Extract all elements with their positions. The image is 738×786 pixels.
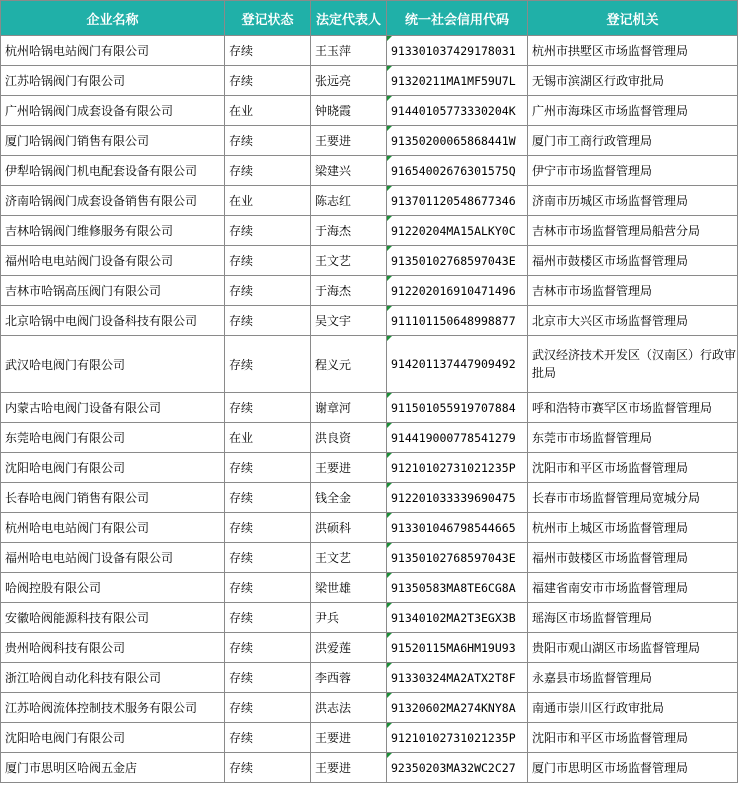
table-row[interactable] — [1, 633, 738, 663]
cell-status[interactable]: 存续 — [225, 723, 311, 753]
cell-status[interactable]: 在业 — [225, 186, 311, 216]
table-row[interactable] — [1, 573, 738, 603]
header-credit-code[interactable]: 统一社会信用代码 — [387, 1, 528, 36]
cell-credit-code[interactable]: 91654002676301575Q — [387, 156, 528, 186]
cell-authority[interactable]: 广州市海珠区市场监督管理局 — [528, 96, 738, 126]
cell-authority[interactable]: 南通市崇川区行政审批局 — [528, 693, 738, 723]
cell-authority[interactable]: 伊宁市市场监督管理局 — [528, 156, 738, 186]
cell-status[interactable]: 存续 — [225, 156, 311, 186]
cell-status[interactable]: 存续 — [225, 276, 311, 306]
cell-company-name[interactable]: 吉林市哈锅高压阀门有限公司 — [1, 276, 225, 306]
cell-company-name[interactable]: 江苏哈锅阀门有限公司 — [1, 66, 225, 96]
cell-status[interactable]: 存续 — [225, 513, 311, 543]
cell-legal-rep[interactable]: 张远亮 — [311, 66, 387, 96]
cell-credit-code[interactable]: 91320211MA1MF59U7L — [387, 66, 528, 96]
cell-company-name[interactable]: 杭州哈锅电站阀门有限公司 — [1, 36, 225, 66]
cell-legal-rep[interactable]: 洪良资 — [311, 423, 387, 453]
cell-authority[interactable]: 贵阳市观山湖区市场监督管理局 — [528, 633, 738, 663]
cell-status[interactable]: 存续 — [225, 573, 311, 603]
cell-company-name[interactable]: 厦门哈锅阀门销售有限公司 — [1, 126, 225, 156]
cell-legal-rep[interactable]: 钱全金 — [311, 483, 387, 513]
table-row[interactable] — [1, 513, 738, 543]
cell-status[interactable]: 存续 — [225, 216, 311, 246]
cell-company-name[interactable]: 福州哈电电站阀门设备有限公司 — [1, 543, 225, 573]
cell-credit-code[interactable]: 91350200065868441W — [387, 126, 528, 156]
cell-status[interactable]: 存续 — [225, 306, 311, 336]
cell-authority[interactable]: 沈阳市和平区市场监督管理局 — [528, 453, 738, 483]
cell-status[interactable]: 存续 — [225, 393, 311, 423]
cell-company-name[interactable]: 伊犁哈锅阀门机电配套设备有限公司 — [1, 156, 225, 186]
header-row — [1, 1, 738, 36]
cell-credit-code[interactable]: 91320602MA274KNY8A — [387, 693, 528, 723]
cell-credit-code[interactable]: 914419000778541279 — [387, 423, 528, 453]
cell-company-name[interactable]: 长春哈电阀门销售有限公司 — [1, 483, 225, 513]
table-row[interactable] — [1, 483, 738, 513]
table-row[interactable] — [1, 393, 738, 423]
cell-company-name[interactable]: 吉林哈锅阀门维修服务有限公司 — [1, 216, 225, 246]
cell-credit-code[interactable]: 91350583MA8TE6CG8A — [387, 573, 528, 603]
cell-credit-code[interactable]: 911101150648998877 — [387, 306, 528, 336]
cell-legal-rep[interactable]: 李西蓉 — [311, 663, 387, 693]
cell-legal-rep[interactable]: 王要进 — [311, 723, 387, 753]
cell-legal-rep[interactable]: 于海杰 — [311, 276, 387, 306]
cell-status[interactable]: 存续 — [225, 126, 311, 156]
cell-credit-code[interactable]: 91210102731021235P — [387, 453, 528, 483]
cell-company-name[interactable]: 内蒙古哈电阀门设备有限公司 — [1, 393, 225, 423]
cell-authority[interactable]: 瑶海区市场监督管理局 — [528, 603, 738, 633]
table-row[interactable] — [1, 156, 738, 186]
cell-status[interactable]: 存续 — [225, 336, 311, 393]
table-row[interactable] — [1, 663, 738, 693]
table-row[interactable] — [1, 543, 738, 573]
cell-credit-code[interactable]: 91350102768597043E — [387, 543, 528, 573]
cell-authority[interactable]: 永嘉县市场监督管理局 — [528, 663, 738, 693]
cell-credit-code[interactable]: 913301046798544665 — [387, 513, 528, 543]
header-authority[interactable]: 登记机关 — [528, 1, 738, 36]
cell-company-name[interactable]: 北京哈锅中电阀门设备科技有限公司 — [1, 306, 225, 336]
cell-legal-rep[interactable]: 王要进 — [311, 753, 387, 783]
table-row[interactable] — [1, 246, 738, 276]
cell-status[interactable]: 存续 — [225, 453, 311, 483]
cell-authority[interactable]: 济南市历城区市场监督管理局 — [528, 186, 738, 216]
cell-legal-rep[interactable]: 梁建兴 — [311, 156, 387, 186]
cell-company-name[interactable]: 安徽哈阀能源科技有限公司 — [1, 603, 225, 633]
cell-company-name[interactable]: 江苏哈阀流体控制技术服务有限公司 — [1, 693, 225, 723]
cell-legal-rep[interactable]: 钟晓霞 — [311, 96, 387, 126]
cell-authority[interactable]: 厦门市思明区市场监督管理局 — [528, 753, 738, 783]
cell-credit-code[interactable]: 91340102MA2T3EGX3B — [387, 603, 528, 633]
cell-authority[interactable]: 长春市市场监督管理局宽城分局 — [528, 483, 738, 513]
cell-authority[interactable]: 吉林市市场监督管理局 — [528, 276, 738, 306]
cell-authority[interactable]: 呼和浩特市赛罕区市场监督管理局 — [528, 393, 738, 423]
cell-authority[interactable]: 福州市鼓楼区市场监督管理局 — [528, 543, 738, 573]
cell-authority[interactable]: 北京市大兴区市场监督管理局 — [528, 306, 738, 336]
cell-legal-rep[interactable]: 王文艺 — [311, 543, 387, 573]
cell-company-name[interactable]: 福州哈电电站阀门设备有限公司 — [1, 246, 225, 276]
cell-authority[interactable]: 无锡市滨湖区行政审批局 — [528, 66, 738, 96]
cell-authority[interactable]: 吉林市市场监督管理局船营分局 — [528, 216, 738, 246]
cell-credit-code[interactable]: 91210102731021235P — [387, 723, 528, 753]
header-status[interactable]: 登记状态 — [225, 1, 311, 36]
cell-legal-rep[interactable]: 王要进 — [311, 126, 387, 156]
cell-company-name[interactable]: 济南哈锅阀门成套设备销售有限公司 — [1, 186, 225, 216]
cell-legal-rep[interactable]: 尹兵 — [311, 603, 387, 633]
cell-credit-code[interactable]: 914201137447909492 — [387, 336, 528, 393]
cell-authority[interactable]: 杭州市上城区市场监督管理局 — [528, 513, 738, 543]
table-row[interactable] — [1, 603, 738, 633]
cell-company-name[interactable]: 浙江哈阀自动化科技有限公司 — [1, 663, 225, 693]
cell-company-name[interactable]: 武汉哈电阀门有限公司 — [1, 336, 225, 393]
cell-company-name[interactable]: 哈阀控股有限公司 — [1, 573, 225, 603]
table-row[interactable] — [1, 753, 738, 783]
cell-authority[interactable]: 福建省南安市市场监督管理局 — [528, 573, 738, 603]
cell-status[interactable]: 存续 — [225, 693, 311, 723]
cell-legal-rep[interactable]: 谢章河 — [311, 393, 387, 423]
cell-company-name[interactable]: 贵州哈阀科技有限公司 — [1, 633, 225, 663]
table-row[interactable] — [1, 453, 738, 483]
cell-status[interactable]: 存续 — [225, 543, 311, 573]
cell-credit-code[interactable]: 91440105773330204K — [387, 96, 528, 126]
table-row[interactable] — [1, 336, 738, 393]
table-row[interactable] — [1, 216, 738, 246]
cell-legal-rep[interactable]: 梁世雄 — [311, 573, 387, 603]
header-legal-rep[interactable]: 法定代表人 — [311, 1, 387, 36]
cell-status[interactable]: 存续 — [225, 66, 311, 96]
cell-company-name[interactable]: 东莞哈电阀门有限公司 — [1, 423, 225, 453]
cell-company-name[interactable]: 沈阳哈电阀门有限公司 — [1, 453, 225, 483]
cell-legal-rep[interactable]: 王要进 — [311, 453, 387, 483]
table-row[interactable] — [1, 126, 738, 156]
cell-status[interactable]: 存续 — [225, 36, 311, 66]
cell-credit-code[interactable]: 912201033339690475 — [387, 483, 528, 513]
cell-legal-rep[interactable]: 程义元 — [311, 336, 387, 393]
cell-authority[interactable]: 武汉经济技术开发区（汉南区）行政审批局 — [528, 336, 738, 393]
cell-authority[interactable]: 东莞市市场监督管理局 — [528, 423, 738, 453]
cell-status[interactable]: 存续 — [225, 663, 311, 693]
cell-legal-rep[interactable]: 王玉萍 — [311, 36, 387, 66]
table-row[interactable] — [1, 186, 738, 216]
table-row[interactable] — [1, 96, 738, 126]
cell-legal-rep[interactable]: 于海杰 — [311, 216, 387, 246]
cell-legal-rep[interactable]: 王文艺 — [311, 246, 387, 276]
cell-credit-code[interactable]: 91350102768597043E — [387, 246, 528, 276]
table-row[interactable] — [1, 276, 738, 306]
cell-credit-code[interactable]: 91330324MA2ATX2T8F — [387, 663, 528, 693]
cell-status[interactable]: 存续 — [225, 633, 311, 663]
cell-status[interactable]: 存续 — [225, 246, 311, 276]
table-row[interactable] — [1, 36, 738, 66]
cell-legal-rep[interactable]: 洪志法 — [311, 693, 387, 723]
cell-credit-code[interactable]: 911501055919707884 — [387, 393, 528, 423]
cell-credit-code[interactable]: 91520115MA6HM19U93 — [387, 633, 528, 663]
cell-company-name[interactable]: 厦门市思明区哈阀五金店 — [1, 753, 225, 783]
table-row[interactable] — [1, 723, 738, 753]
table-row[interactable] — [1, 423, 738, 453]
cell-credit-code[interactable]: 91220204MA15ALKY0C — [387, 216, 528, 246]
cell-status[interactable]: 在业 — [225, 96, 311, 126]
cell-legal-rep[interactable]: 洪爱莲 — [311, 633, 387, 663]
cell-credit-code[interactable]: 92350203MA32WC2C27 — [387, 753, 528, 783]
cell-company-name[interactable]: 广州哈锅阀门成套设备有限公司 — [1, 96, 225, 126]
cell-authority[interactable]: 福州市鼓楼区市场监督管理局 — [528, 246, 738, 276]
cell-credit-code[interactable]: 913701120548677346 — [387, 186, 528, 216]
cell-credit-code[interactable]: 913301037429178031 — [387, 36, 528, 66]
table-row[interactable] — [1, 693, 738, 723]
cell-authority[interactable]: 厦门市工商行政管理局 — [528, 126, 738, 156]
cell-authority[interactable]: 杭州市拱墅区市场监督管理局 — [528, 36, 738, 66]
table-row[interactable] — [1, 306, 738, 336]
cell-authority[interactable]: 沈阳市和平区市场监督管理局 — [528, 723, 738, 753]
cell-status[interactable]: 存续 — [225, 483, 311, 513]
table-row[interactable] — [1, 66, 738, 96]
cell-company-name[interactable]: 沈阳哈电阀门有限公司 — [1, 723, 225, 753]
cell-credit-code[interactable]: 912202016910471496 — [387, 276, 528, 306]
cell-status[interactable]: 存续 — [225, 603, 311, 633]
cell-legal-rep[interactable]: 陈志红 — [311, 186, 387, 216]
cell-status[interactable]: 在业 — [225, 423, 311, 453]
cell-legal-rep[interactable]: 洪硕科 — [311, 513, 387, 543]
header-company-name[interactable]: 企业名称 — [1, 1, 225, 36]
cell-company-name[interactable]: 杭州哈电电站阀门有限公司 — [1, 513, 225, 543]
cell-status[interactable]: 存续 — [225, 753, 311, 783]
cell-legal-rep[interactable]: 吴文宇 — [311, 306, 387, 336]
